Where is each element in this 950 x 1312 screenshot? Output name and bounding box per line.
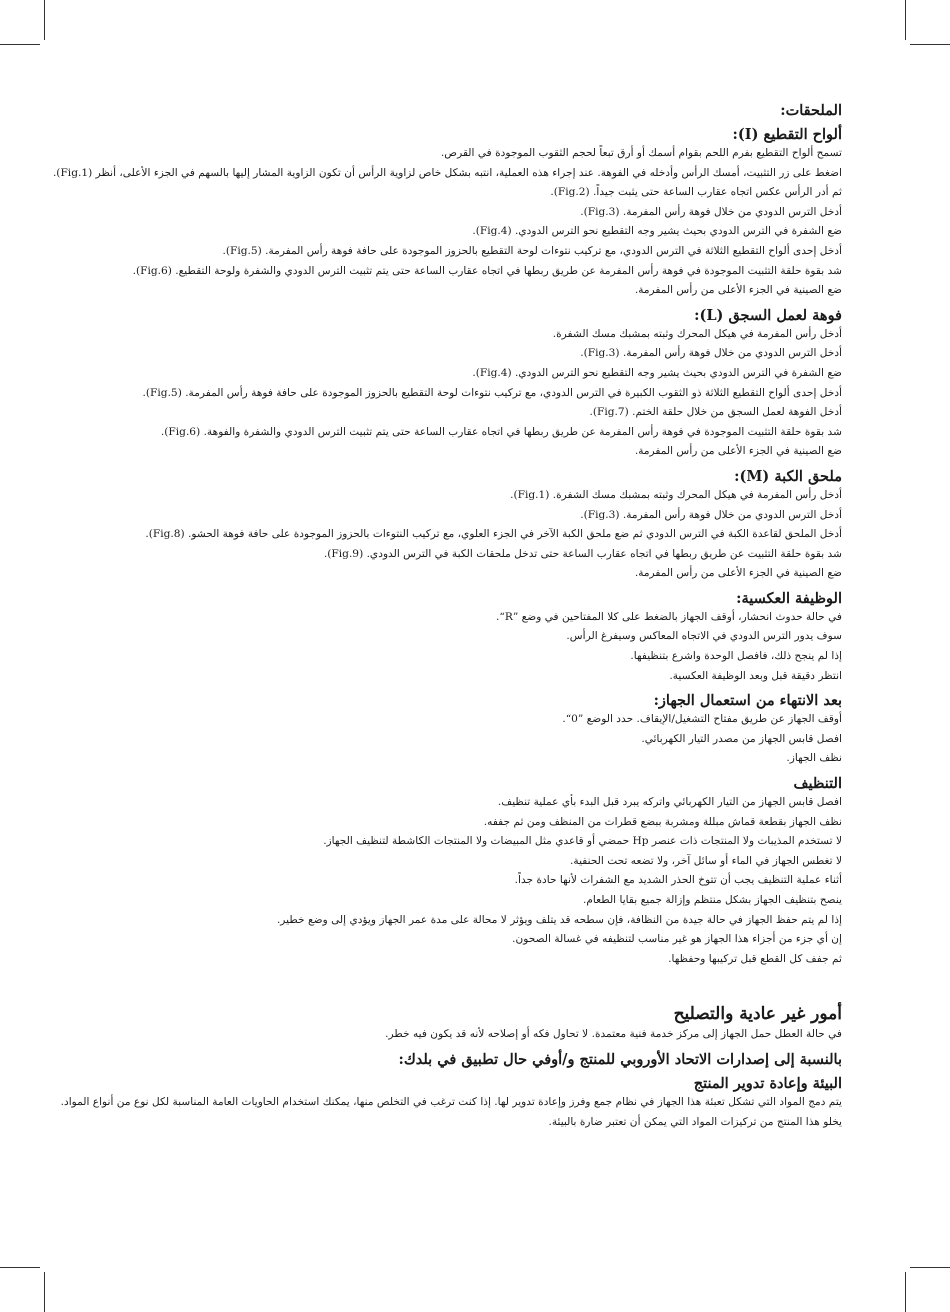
section-heading: التنظيف bbox=[793, 775, 842, 793]
section-heading: ملحق الكبة (M): bbox=[734, 467, 842, 485]
section-heading: ألواح التقطيع (I): bbox=[732, 126, 842, 143]
paragraph-line: انتظر دقيقة قبل وبعد الوظيفة العكسية. bbox=[669, 669, 842, 682]
paragraph-line: أثناء عملية التنظيف يجب أن تتوخ الحذر الشديد مع الشفرات لأنها حادة جداً. bbox=[514, 874, 842, 887]
section-heading: الملحقات: bbox=[780, 102, 842, 119]
paragraph-line: في حالة العطل حمل الجهاز إلى مركز خدمة فنية معتمدة. لا تحاول فكه أو إصلاحه لأنه قد يكون فيه خطر. bbox=[385, 1028, 842, 1041]
section bbox=[90, 468, 842, 584]
paragraph-line: أدخل إحدى ألواح التقطيع الثلاثة ذو الثقوب الكبيرة في الترس الدودي، مع تركيب نتوءات لوحة التقطيع بالحزوز الموجودة على حافة فوهة رأس المفرمة. (Fig.5). bbox=[142, 386, 842, 399]
paragraph-line: ينصح بتنظيف الجهاز بشكل منتظم وإزالة جميع بقايا الطعام. bbox=[583, 894, 842, 906]
paragraph-line: أوقف الجهاز عن طريق مفتاح التشغيل/الإيقاف. حدد الوضع ”0“. bbox=[562, 713, 842, 726]
paragraph-line: ثم جفف كل القطع قبل تركيبها وحفظها. bbox=[668, 952, 842, 965]
paragraph-line: ضع الشفرة في الترس الدودي بحيث يشير وجه التقطيع نحو الترس الدودي. (Fig.4). bbox=[472, 225, 842, 238]
crop-mark bbox=[905, 1272, 906, 1312]
section bbox=[90, 1003, 842, 1045]
crop-mark bbox=[910, 1267, 950, 1268]
paragraph-line: نظف الجهاز بقطعة قماش مبللة ومشربة ببضع قطرات من المنظف ومن ثم جففه. bbox=[483, 815, 842, 828]
paragraph-line: يخلو هذا المنتج من تركيزات المواد التي يمكن أن تعتبر ضارة بالبيئة. bbox=[548, 1115, 842, 1128]
paragraph-line: ضع الشفرة في الترس الدودي بحيث يشير وجه التقطيع نحو الترس الدودي. (Fig.4). bbox=[472, 366, 842, 379]
paragraph-line: أدخل الفوهة لعمل السجق من خلال حلقة الختم. (Fig.7). bbox=[589, 406, 842, 419]
paragraph-line: سوف يدور الترس الدودي في الاتجاه المعاكس وسيفرغ الرأس. bbox=[566, 630, 842, 643]
section-heading: فوهة لعمل السجق (L): bbox=[694, 306, 842, 324]
crop-mark bbox=[44, 0, 45, 40]
section-heading: الوظيفة العكسية: bbox=[736, 589, 842, 607]
section-heading: بعد الانتهاء من استعمال الجهاز: bbox=[653, 692, 842, 710]
crop-mark bbox=[905, 0, 906, 40]
paragraph-line: لا تغطس الجهاز في الماء أو سائل آخر، ولا تضعه تحت الحنفية. bbox=[570, 854, 842, 867]
section bbox=[90, 775, 842, 969]
section-heading: أمور غير عادية والتصليح bbox=[673, 1004, 842, 1025]
crop-mark bbox=[910, 44, 950, 45]
paragraph-line: تسمح ألواح التقطيع بفرم اللحم بقوام أسمك أو أرق تبعاً لحجم الثقوب الموجودة في القرص. bbox=[440, 147, 842, 159]
section bbox=[90, 692, 842, 769]
paragraph-line: ضع الصينية في الجزء الأعلى من رأس المفرمة. bbox=[634, 567, 842, 580]
section bbox=[90, 590, 842, 686]
crop-mark bbox=[0, 1267, 40, 1268]
section bbox=[90, 1051, 842, 1069]
paragraph-line: أدخل الترس الدودي من خلال فوهة رأس المفرمة. (Fig.3). bbox=[580, 347, 842, 360]
paragraph-line: إن أي جزء من أجزاء هذا الجهاز هو غير مناسب لتنظيفه في غسالة الصحون. bbox=[512, 933, 842, 946]
section bbox=[60, 1074, 842, 1132]
paragraph-line: لا تستخدم المذيبات ولا المنتجات ذات عنصر Hp حمضي أو قاعدي مثل المبيضات ولا المنتجات الكاشطة لتنظيف الجهاز. bbox=[323, 835, 842, 848]
section-heading: بالنسبة إلى إصدارات الاتحاد الأوروبي للمنتج و/أوفي حال تطبيق في بلدك: bbox=[398, 1050, 842, 1068]
crop-mark bbox=[0, 44, 40, 45]
paragraph-line: ثم أدر الرأس عكس اتجاه عقارب الساعة حتى يثبت جيداً. (Fig.2). bbox=[550, 186, 842, 199]
paragraph-line: اضغط على زر التثبيت، أمسك الرأس وأدخله في الفوهة. عند إجراء هذه العملية، انتبه بشكل خاص لزاوية الرأس أن تكون الزاوية المشار إليها بالسهم في الجزء الأعلى، أنظر (Fig.1). bbox=[52, 166, 842, 179]
paragraph-line: نظف الجهاز. bbox=[786, 752, 842, 765]
crop-mark bbox=[44, 1272, 45, 1312]
paragraph-line: ضع الصينية في الجزء الأعلى من رأس المفرمة. bbox=[634, 284, 842, 297]
paragraph-line: أدخل الترس الدودي من خلال فوهة رأس المفرمة. (Fig.3). bbox=[580, 205, 842, 218]
section bbox=[90, 307, 842, 462]
paragraph-line: أدخل الملحق لقاعدة الكبة في الترس الدودي ثم ضع ملحق الكبة الآخر في الجزء العلوي، مع تركيب النتوءات بالحزوز الموجودة على حافة فوهة الحشو. (Fig.8). bbox=[145, 528, 842, 541]
paragraph-line: إذا لم يتم حفظ الجهاز في حالة جيدة من النظافة، فإن سطحه قد يتلف ويؤثر لا محالة على مدة عمر الجهاز ويؤدي إلى وضع خطير. bbox=[276, 913, 842, 926]
section-heading: البيئة وإعادة تدوير المنتج bbox=[693, 1074, 842, 1092]
paragraph-line: يتم دمج المواد التي تشكل تعبئة هذا الجهاز في نظام جمع وفرز وإعادة تدوير لها. إذا كنت ترغب في التخلص منها، يمكنك استخدام الحاويات العامة المناسبة لكل نوع من أنواع المواد. bbox=[60, 1095, 842, 1108]
paragraph-line: شد بقوة حلقة التثبيت الموجودة في فوهة رأس المفرمة عن طريق ربطها في اتجاه عقارب الساعة حتى يتم تثبيت الترس الدودي والشفرة والفوهة. (Fig.6). bbox=[160, 425, 842, 438]
paragraph-line: افصل قابس الجهاز من التيار الكهربائي واتركه يبرد قبل البدء بأي عملية تنظيف. bbox=[497, 796, 842, 809]
paragraph-line: شد بقوة حلقة التثبيت عن طريق ربطها في اتجاه عقارب الساعة حتى تدخل ملحقات الكبة في الترس الدودي. (Fig.9). bbox=[323, 547, 842, 560]
paragraph-line: افصل قابس الجهاز من مصدر التيار الكهربائي. bbox=[641, 732, 842, 745]
section bbox=[90, 102, 842, 120]
paragraph-line: أدخل رأس المفرمة في هيكل المحرك وثبته بمشبك مسك الشفرة. (Fig.1). bbox=[510, 488, 842, 501]
paragraph-line: إذا لم ينجح ذلك، فافصل الوحدة واشرع بتنظيفها. bbox=[630, 650, 842, 663]
section bbox=[52, 126, 842, 301]
paragraph-line: أدخل الترس الدودي من خلال فوهة رأس المفرمة. (Fig.3). bbox=[580, 508, 842, 521]
paragraph-line: ضع الصينية في الجزء الأعلى من رأس المفرمة. bbox=[634, 445, 842, 458]
paragraph-line: في حالة حدوث انحشار، أوقف الجهاز بالضغط على كلا المفتاحين في وضع ”R“. bbox=[496, 610, 842, 623]
paragraph-line: أدخل إحدى ألواح التقطيع الثلاثة في الترس الدودي، مع تركيب نتوءات لوحة التقطيع بالحزوز الموجودة على حافة فوهة رأس المفرمة. (Fig.5). bbox=[222, 244, 842, 257]
document-body bbox=[52, 102, 842, 1132]
paragraph-line: أدخل رأس المفرمة في هيكل المحرك وثبته بمشبك مسك الشفرة. bbox=[552, 327, 842, 340]
paragraph-line: شد بقوة حلقة التثبيت الموجودة في فوهة رأس المفرمة عن طريق ربطها في اتجاه عقارب الساعة حتى يتم تثبيت الترس الدودي والشفرة ولوحة التقطيع. (Fig.6). bbox=[132, 264, 842, 277]
